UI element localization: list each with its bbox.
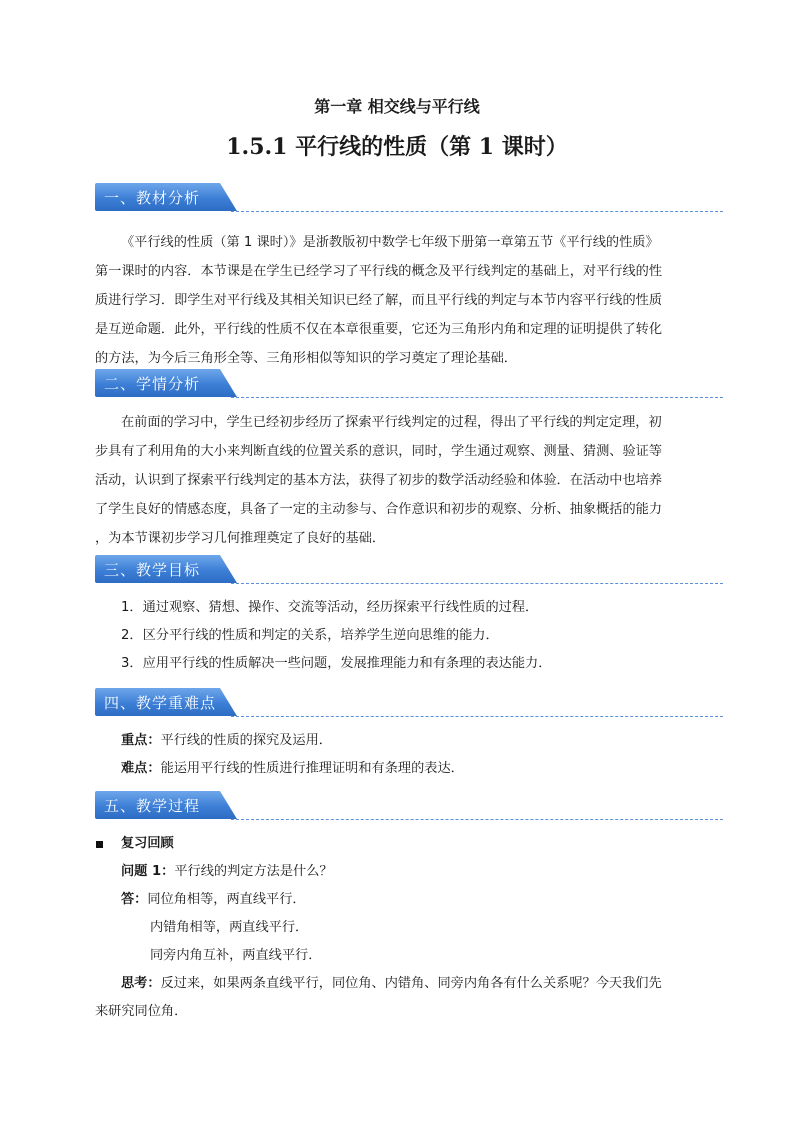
paragraph-line: 质进行学习．即学生对平行线及其相关知识已经了解，而且平行线的判定与本节内容平行线的性质 (95, 293, 663, 308)
section-heading-key-points (95, 688, 723, 718)
section-heading-process (95, 791, 723, 821)
section-heading-objectives (95, 555, 723, 585)
key-point-label: 重点： (121, 733, 161, 748)
dashed-divider (231, 716, 723, 717)
think-line (121, 974, 662, 994)
think-label: 思考： (121, 976, 161, 991)
paragraph-line: 《平行线的性质（第 1 课时）》是浙教版初中数学七年级下册第一章第五节《平行线的性质》 (121, 235, 659, 250)
objective-item: 1．通过观察、猜想、操作、交流等活动，经历探索平行线性质的过程． (121, 600, 539, 615)
difficulty-text: 能运用平行线的性质进行推理证明和有条理的表达． (160, 761, 464, 776)
chapter-title: 第一章 相交线与平行线 (314, 97, 480, 116)
paragraph-line: 活动，认识到了探索平行线判定的基本方法，获得了初步的数学活动经验和体验．在活动中也培养 (95, 473, 663, 488)
think-line-continued: 来研究同位角． (95, 1004, 188, 1019)
think-text: 反过来，如果两条直线平行，同位角、内错角、同旁内角各有什么关系呢？今天我们先 (160, 976, 662, 991)
dashed-divider (231, 583, 723, 584)
dashed-divider (231, 397, 723, 398)
difficulty-label: 难点： (121, 761, 161, 776)
section-heading-student-analysis (95, 369, 723, 399)
paragraph-line: 在前面的学习中，学生已经初步经历了探索平行线判定的过程，得出了平行线的判定定理，初 (121, 415, 662, 430)
section-title: 五、教学过程 (104, 797, 201, 815)
paragraph-line: 步具有了利用角的大小来判断直线的位置关系的意识，同时，学生通过观察、测量、猜测、验证等 (95, 444, 663, 459)
section-title: 四、教学重难点 (104, 694, 217, 712)
key-point-line (121, 731, 332, 751)
paragraph-line: 了学生良好的情感态度，具备了一定的主动参与、合作意识和初步的观察、分析、抽象概括的能力 (95, 502, 663, 517)
objective-item: 3．应用平行线的性质解决一些问题，发展推理能力和有条理的表达能力． (121, 656, 552, 671)
paragraph-line: 是互逆命题．此外，平行线的性质不仅在本章很重要，它还为三角形内角和定理的证明提供了转化 (95, 322, 663, 337)
answer-line: 同旁内角互补，两直线平行． (150, 948, 322, 963)
question-line (121, 862, 333, 882)
dashed-divider (231, 211, 723, 212)
answer-label: 答： (121, 892, 148, 907)
key-point-text: 平行线的性质的探究及运用． (160, 733, 332, 748)
question-label: 问题 1： (121, 864, 175, 879)
student-analysis-paragraph (95, 408, 710, 553)
section-heading-textbook-analysis (95, 183, 723, 213)
section-title: 一、教材分析 (104, 189, 201, 207)
section-title: 三、教学目标 (104, 561, 201, 579)
square-bullet-icon (96, 841, 103, 848)
answer-text: 同位角相等，两直线平行． (147, 892, 306, 907)
textbook-analysis-paragraph (95, 228, 710, 373)
lesson-title: 1.5.1 平行线的性质（第 1 课时） (226, 134, 568, 160)
paragraph-line: 第一课时的内容．本节课是在学生已经学习了平行线的概念及平行线判定的基础上，对平行线的性 (95, 264, 663, 279)
answer-line: 内错角相等，两直线平行． (150, 920, 309, 935)
objective-item: 2．区分平行线的性质和判定的关系，培养学生逆向思维的能力． (121, 628, 499, 643)
dashed-divider (231, 819, 723, 820)
review-heading: 复习回顾 (121, 836, 174, 851)
section-title: 二、学情分析 (104, 375, 201, 393)
paragraph-line: ，为本节课初步学习几何推理奠定了良好的基础． (95, 531, 386, 546)
difficulty-line (121, 759, 464, 779)
question-text: 平行线的判定方法是什么？ (174, 864, 333, 879)
answer-line (121, 890, 306, 910)
paragraph-line: 的方法，为今后三角形全等、三角形相似等知识的学习奠定了理论基础． (95, 351, 517, 366)
